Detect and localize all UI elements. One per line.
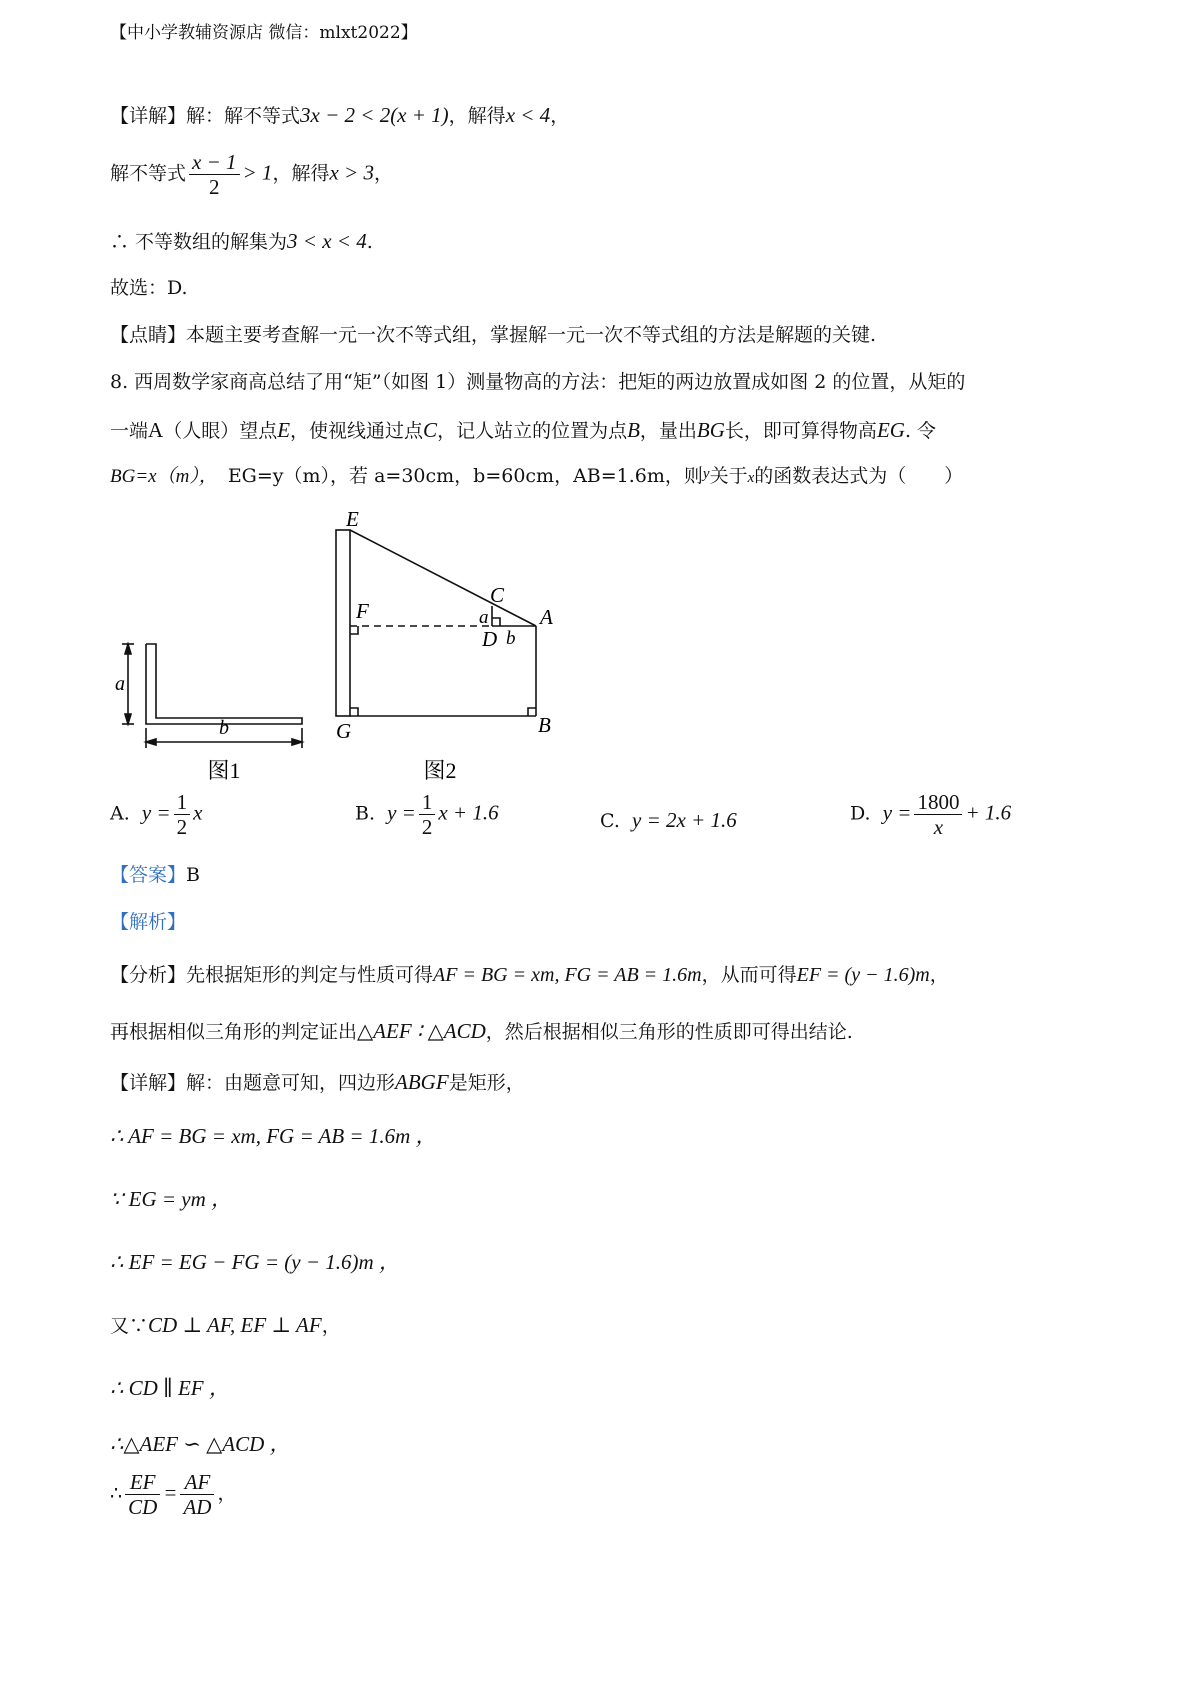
inequality-1: 3x − 2 < 2(x + 1) <box>300 103 449 127</box>
figure-1 <box>122 644 302 748</box>
label-A: A <box>540 605 553 629</box>
detail-line-2: ∴ AF = BG = xm, FG = AB = 1.6m ， <box>110 1124 437 1148</box>
detail-line-5: 又∵CD ⊥ AF, EF ⊥ AF， <box>110 1313 341 1337</box>
detail-tag: 【详解】 <box>110 105 187 127</box>
label-a: a <box>115 673 125 695</box>
choice-a: A. y = $\frac{1}{2}$ x <box>110 790 203 840</box>
choice-d: D. y = $\frac{1800}{x}$ + 1.6 <box>850 790 1012 840</box>
choice-b: B. y = $\frac{1}{2}$ x + 1.6 <box>355 790 499 840</box>
answer-value: B <box>186 864 200 886</box>
detail-line-4: ∴ EF = EG − FG = (y − 1.6)m ， <box>110 1250 400 1274</box>
label-C: C <box>490 583 505 607</box>
q7-detail-line-4: 故选：D. <box>110 277 188 299</box>
q8-line-1: 8. 西周数学家商高总结了用“矩”（如图 1）测量物高的方法：把矩的两边放置成如图 2 的位置，从矩的 <box>110 371 966 393</box>
detail-line-6: ∴ CD ∥ EF ， <box>110 1376 230 1400</box>
q7-detail-line-3: ∴ 不等数组的解集为3 < x < 4. <box>110 229 373 253</box>
page-header: 【中小学教辅资源店 微信：mlxt2022】 <box>110 23 418 43</box>
figure-1-caption: 图1 <box>207 758 241 783</box>
q7-detail-line-2: 解不等式 $\frac{x - 1}{2}$ > 1，解得x > 3， <box>110 150 393 200</box>
figure-2-caption: 图2 <box>423 758 457 783</box>
geometry-figure <box>110 510 570 790</box>
analysis-line-2: 再根据相似三角形的判定证出△AEF ∶ △ACD，然后根据相似三角形的性质即可得出结论. <box>110 1019 853 1043</box>
detail-line-3: ∵ EG = ym ， <box>110 1187 233 1211</box>
q7-comment: 【点睛】本题主要考查解一元一次不等式组，掌握解一元一次不等式组的方法是解题的关键. <box>110 324 877 346</box>
choice-c: C. y = 2x + 1.6 <box>600 808 737 832</box>
answer-line <box>110 864 200 887</box>
label-D: D <box>482 627 498 651</box>
analysis-tag: 【解析】 <box>110 911 187 933</box>
detail-line-1: 【详解】解：由题意可知，四边形ABGF是矩形， <box>110 1070 525 1094</box>
label-F: F <box>356 599 369 623</box>
q8-line-3: BG=x（m）， EG=y（m），若 a=30cm，b=60cm，AB=1.6m，则$^y$关于x的函数表达式为（ ） <box>110 465 964 487</box>
detail-line-8: ∴ $\frac{EF}{CD}$ = $\frac{AF}{AD}$ ， <box>110 1470 237 1520</box>
label-b-fig2: b <box>506 628 516 649</box>
label-G: G <box>336 719 352 743</box>
label-E: E <box>346 510 359 531</box>
label-B: B <box>538 713 551 737</box>
detail-line-7: ∴△AEF ∽ △ACD ， <box>110 1432 291 1456</box>
figure-2 <box>336 530 536 716</box>
answer-tag: 【答案】 <box>110 864 187 886</box>
fraction: $\frac{x - 1}{2}$ <box>189 150 240 199</box>
analysis-line-1: 【分析】先根据矩形的判定与性质可得AF = BG = xm, FG = AB = 1.6m，从而可得EF = (y − 1.6)m， <box>110 964 949 986</box>
label-a-fig2: a <box>479 607 489 628</box>
q7-detail-line-1: 【详解】解：解不等式3x − 2 < 2(x + 1)，解得x < 4， <box>110 103 570 127</box>
q8-line-2: 一端A（人眼）望点E，使视线通过点C，记人站立的位置为点B，量出BG长，即可算得物高EG. 令 <box>110 418 937 442</box>
label-b-fig1: b <box>219 717 229 739</box>
